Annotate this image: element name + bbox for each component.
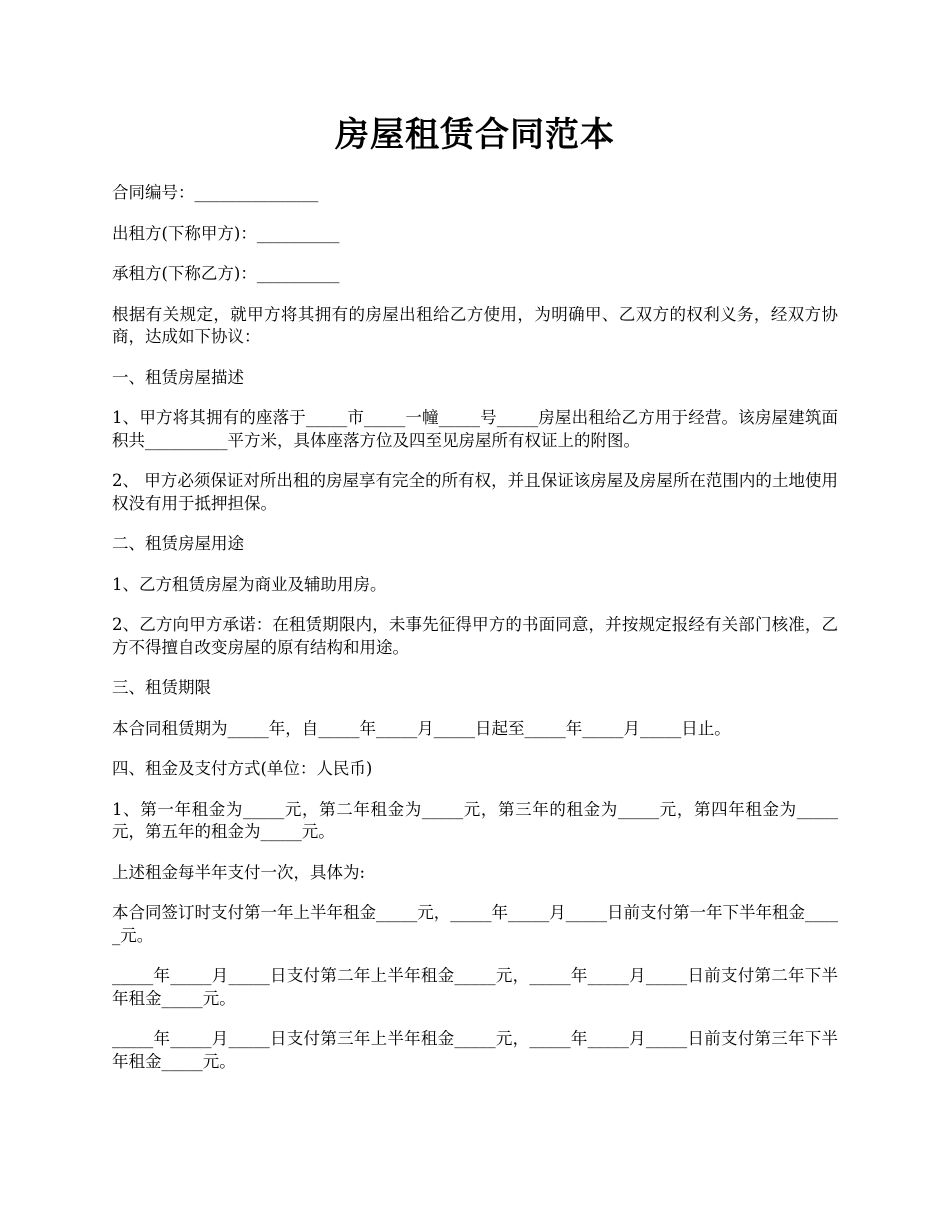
section-3-clause-1: 本合同租赁期为_____年，自_____年_____月_____日起至_____年_____月_____日止。 [112,718,731,738]
payment-schedule-year-3: _____年_____月_____日支付第三年上半年租金_____元，_____年_____月_____日前支付第三年下半年租金_____元。 [112,1029,838,1071]
section-heading-2: 二、租赁房屋用途 [112,534,244,553]
contract-number-line: 合同编号：_______________ [112,183,319,202]
document-title: 房屋租赁合同范本 [335,115,615,155]
section-heading-3: 三、租赁期限 [112,678,211,697]
payment-schedule-intro: 上述租金每半年支付一次，具体为: [112,862,366,882]
section-1-clause-1: 1、甲方将其拥有的座落于_____市_____一幢_____号_____房屋出租给乙方用于经营。该房屋建筑面积共__________平方米，具体座落方位及四至见房屋所有权证上的附图。 [112,408,838,450]
preamble-paragraph: 根据有关规定，就甲方将其拥有的房屋出租给乙方使用，为明确甲、乙双方的权利义务，经双方协商，达成如下协议： [112,304,838,346]
section-heading-4: 四、租金及支付方式(单位：人民币) [112,759,373,778]
lessee-line: 承租方(下称乙方)：__________ [112,264,340,283]
section-4-clause-1: 1、第一年租金为_____元，第二年租金为_____元，第三年的租金为_____元，第四年租金为_____元，第五年的租金为_____元。 [112,799,838,841]
section-2-clause-2: 2、乙方向甲方承诺：在租赁期限内，未事先征得甲方的书面同意，并按规定报经有关部门核准，乙方不得擅自改变房屋的原有结构和用途。 [112,615,838,657]
section-heading-1: 一、租赁房屋描述 [112,367,244,387]
section-1-clause-2: 2、 甲方必须保证对所出租的房屋享有完全的所有权，并且保证该房屋及房屋所在范围内的土地使用权没有用于抵押担保。 [112,471,838,513]
section-2-clause-1: 1、乙方租赁房屋为商业及辅助用房。 [112,574,387,594]
lessor-line: 出租方(下称甲方)：__________ [112,223,340,243]
payment-schedule-year-1: 本合同签订时支付第一年上半年租金_____元，_____年_____月_____日前支付第一年下半年租金_____元。 [112,903,838,945]
payment-schedule-year-2: _____年_____月_____日支付第二年上半年租金_____元，_____年_____月_____日前支付第二年下半年租金_____元。 [112,966,838,1008]
